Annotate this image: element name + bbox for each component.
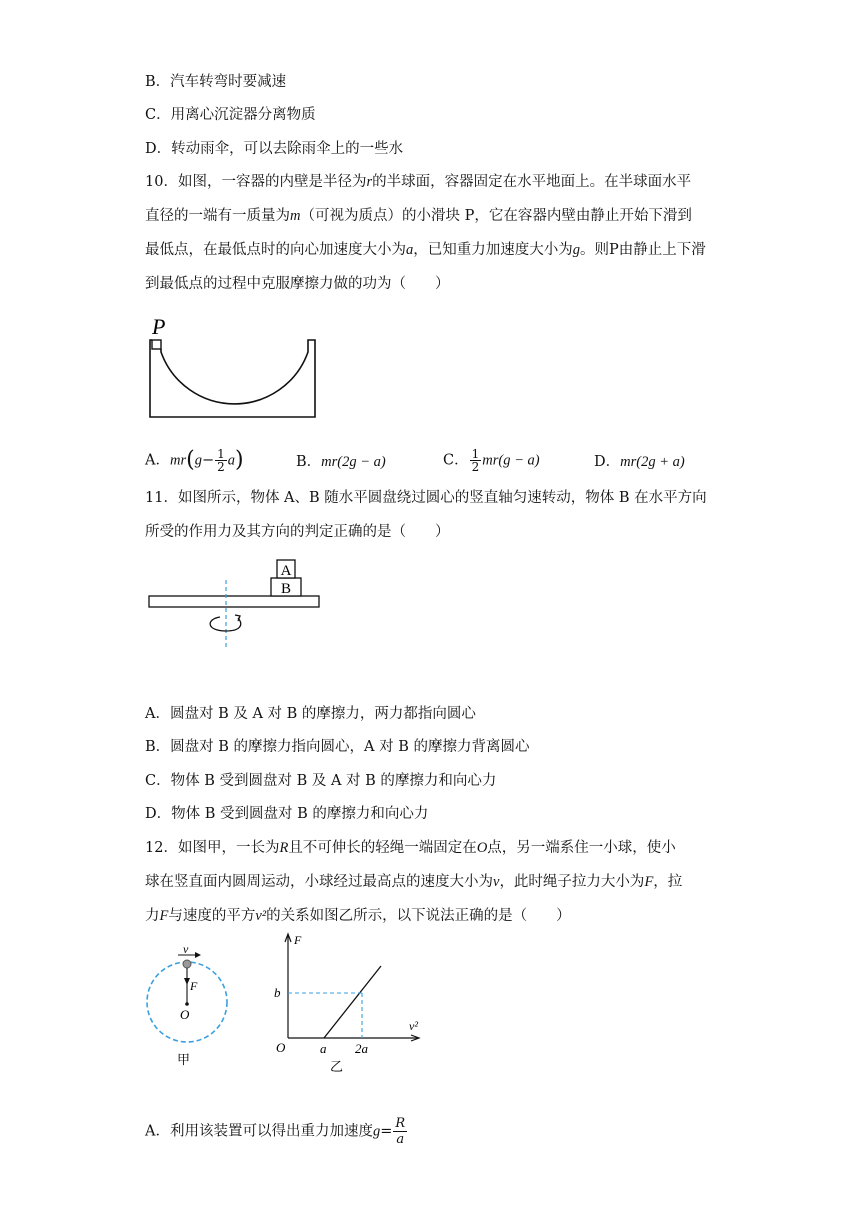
q12-stem-line1: 12．如图甲，一长为R且不可伸长的轻绳一端固定在O点，另一端系住一小球，使小 xyxy=(145,840,676,856)
q12-velocity-arrowhead xyxy=(195,952,201,958)
q11-figure-disc xyxy=(140,555,330,655)
q12-caption-yi: 乙 xyxy=(330,1059,344,1074)
q12-center-label: O xyxy=(180,1007,190,1022)
q10-figure-container xyxy=(140,312,330,424)
q11-block-b-label: B xyxy=(280,581,292,597)
q10-stem-line4: 到最低点的过程中克服摩擦力做的功为（ ） xyxy=(145,276,450,292)
q12-center-point xyxy=(185,1002,189,1006)
q10-stem-line3: 最低点，在最低点时的向心加速度大小为a，已知重力加速度大小为g。则P由静止上下滑 xyxy=(145,242,706,258)
q12-velocity-label: v xyxy=(183,942,189,956)
q11-block-a-label: A xyxy=(280,563,292,579)
q12-a-tick: a xyxy=(320,1041,327,1056)
q10-stem-line2: 直径的一端有一质量为m（可视为质点）的小滑块 P，它在容器内壁由静止开始下滑到 xyxy=(145,208,692,224)
q10-option-b: B．mr(2g − a) xyxy=(296,454,386,470)
q12-option-a: A．利用该装置可以得出重力加速度g= $\frac{R}{a}$ xyxy=(145,1116,406,1147)
q10-hemisphere-outline xyxy=(150,340,315,417)
q12-figure-jia xyxy=(140,940,240,1075)
q12-caption-jia: 甲 xyxy=(177,1052,191,1067)
q11-option-a: A．圆盘对 B 及 A 对 B 的摩擦力，两力都指向圆心 xyxy=(145,706,476,722)
q12-stem-line2: 球在竖直面内圆周运动，小球经过最高点的速度大小为v，此时绳子拉力大小为F，拉 xyxy=(145,874,683,890)
q11-stem-line2: 所受的作用力及其方向的判定正确的是（ ） xyxy=(145,524,450,540)
q10-option-a: A．mr(g− $\frac{1}{2}$ a) xyxy=(145,447,244,474)
q10-option-d: D．mr(2g + a) xyxy=(594,454,685,470)
q9-option-c: C．用离心沉淀器分离物质 xyxy=(145,107,316,123)
q12-graph-line xyxy=(324,966,381,1038)
q11-option-c: C．物体 B 受到圆盘对 B 及 A 对 B 的摩擦力和向心力 xyxy=(145,773,497,789)
q12-origin-label: O xyxy=(276,1040,286,1055)
q12-2a-tick: 2a xyxy=(355,1041,368,1056)
q12-b-tick: b xyxy=(274,985,281,1000)
q12-stem-line3: 力F与速度的平方v²的关系如图乙所示，以下说法正确的是（ ） xyxy=(145,908,571,924)
q11-stem-line1: 11．如图所示，物体 A、B 随水平圆盘绕过圆心的竖直轴匀速转动，物体 B 在水平方向 xyxy=(145,490,707,506)
q9-option-d: D．转动雨伞，可以去除雨伞上的一些水 xyxy=(145,141,404,157)
q12-figure-yi xyxy=(268,928,428,1078)
q12-x-axis-label: v² xyxy=(409,1019,418,1033)
q10-stem-line1: 10．如图，一容器的内壁是半径为r的半球面，容器固定在水平地面上。在半球面水平 xyxy=(145,174,692,190)
q10-figure-label-p: P xyxy=(152,314,166,339)
q12-ball xyxy=(183,960,191,968)
q9-option-b: B．汽车转弯时要减速 xyxy=(145,74,287,90)
q10-slider-block xyxy=(152,340,161,349)
q12-tension-label: F xyxy=(190,979,198,993)
q12-y-axis-label: F xyxy=(294,933,302,947)
q11-option-b: B．圆盘对 B 的摩擦力指向圆心，A 对 B 的摩擦力背离圆心 xyxy=(145,739,530,755)
q10-option-c: C． $\frac{1}{2}$ mr(g − a) xyxy=(443,447,540,474)
q11-disc xyxy=(149,596,319,607)
q11-option-d: D．物体 B 受到圆盘对 B 的摩擦力和向心力 xyxy=(145,806,429,822)
